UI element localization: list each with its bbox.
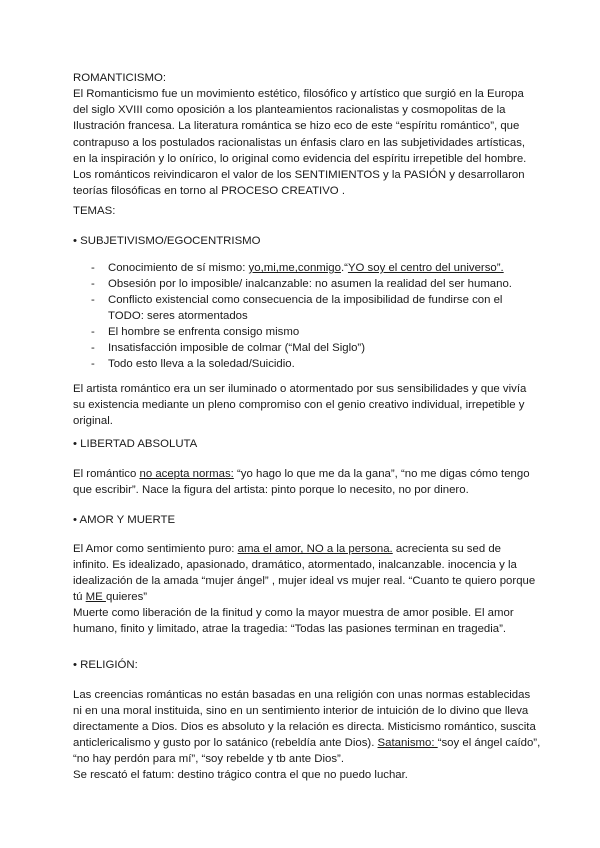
underlined-text: YO soy el centro del universo”. — [347, 262, 504, 274]
dash: - — [91, 278, 95, 290]
temas-heading: TEMAS: — [73, 205, 116, 217]
text: “soy el ángel caído”, — [437, 737, 541, 749]
underlined-text: ama el amor, NO a la persona. — [237, 543, 393, 555]
list-item: Conflicto existencial como consecuencia de la imposibilidad de fundirse con el — [108, 294, 503, 306]
para-line: original. — [73, 415, 113, 427]
para-line — [73, 735, 540, 751]
text: acrecienta su sed de — [392, 543, 502, 555]
underlined-text: ME — [85, 591, 106, 603]
para-line: Las creencias románticas no están basadas en una religión con unas normas establecidas — [73, 689, 531, 701]
dash: - — [91, 358, 95, 370]
para-line: Muerte como liberación de la finitud y como la mayor muestra de amor posible. El amor — [73, 607, 514, 619]
text: anticlericalismo y gusto por lo satánico (rebeldía ante Dios). — [73, 737, 378, 749]
text: El romántico — [73, 468, 140, 480]
para-line — [73, 466, 530, 482]
list-item: Todo esto lleva a la soledad/Suicidio. — [108, 358, 295, 370]
list-item: Obsesión por lo imposible/ inalcanzable: no asumen la realidad del ser humano. — [108, 278, 512, 290]
intro-line: en la inspiración y lo onírico, lo original como evidencia del espíritu irrepetible del hombre. — [73, 153, 527, 165]
para-line: “no hay perdón para mí”, “soy rebelde y tb ante Dios”. — [73, 753, 344, 765]
section-heading-amor: • AMOR Y MUERTE — [73, 514, 176, 526]
para-line: humano, finito y limitado, atrae la tragedia: “Todas las pasiones terminan en tragedia”. — [73, 623, 507, 635]
list-item — [108, 260, 504, 276]
list-item: El hombre se enfrenta consigo mismo — [108, 326, 300, 338]
para-line: idealización de la amada “mujer ángel” , mujer ideal vs mujer real. “Cuanto te quiero porque — [73, 575, 536, 587]
title: ROMANTICISMO: — [73, 72, 167, 84]
intro-line: teorías filosóficas en torno al PROCESO CREATIVO . — [73, 185, 345, 197]
intro-line: contrapuso a los postulados racionalistas un énfasis claro en las subjetividades artísticas, — [73, 137, 526, 149]
text: quieres” — [105, 591, 148, 603]
section-heading-religion: • RELIGIÓN: — [73, 659, 138, 671]
dash: - — [91, 262, 95, 274]
underlined-text: yo,mi,me,conmigo — [248, 262, 341, 274]
underlined-text: Satanismo: — [377, 737, 438, 749]
para-line: que escribir”. Nace la figura del artista: pinto porque lo necesito, no por dinero. — [73, 484, 469, 496]
intro-line: Los románticos reivindicaron el valor de los SENTIMIENTOS y la PASIÓN y desarrollaron — [73, 169, 525, 181]
dash: - — [91, 294, 95, 306]
para-line — [73, 589, 147, 605]
para-line: Se rescató el fatum: destino trágico contra el que no puedo luchar. — [73, 769, 408, 781]
text: .“ — [340, 262, 348, 274]
list-item-cont: TODO: seres atormentados — [108, 310, 248, 322]
para-line: ni en una moral instituida, sino en un sentimiento interior de intuición de lo divino que lleva — [73, 705, 529, 717]
section-heading-libertad: • LIBERTAD ABSOLUTA — [73, 438, 198, 450]
intro-line: Ilustración francesa. La literatura romántica se hizo eco de este “espíritu romántico”, que — [73, 120, 520, 132]
section-heading-subjetivismo: • SUBJETIVISMO/EGOCENTRISMO — [73, 235, 261, 247]
para-line — [73, 541, 501, 557]
para-line: su existencia mediante un pleno compromiso con el genio creativo individual, irrepetible y — [73, 399, 525, 411]
text: El Amor como sentimiento puro: — [73, 543, 238, 555]
list-item: Insatisfacción imposible de colmar (“Mal del Siglo”) — [108, 342, 366, 354]
para-line: directamente a Dios. Dios es absoluto y la relación es directa. Misticismo romántico, suscita — [73, 721, 536, 733]
intro-line: del siglo XVIII como oposición a los planteamientos racionalistas y cosmopolitas de la — [73, 104, 506, 116]
dash: - — [91, 342, 95, 354]
intro-line: El Romanticismo fue un movimiento estético, filosófico y artístico que surgió en la Europa — [73, 88, 524, 100]
para-line: El artista romántico era un ser iluminado o atormentado por sus sensibilidades y que vivía — [73, 383, 527, 395]
text: Conocimiento de sí mismo: — [108, 262, 249, 274]
text: tú — [73, 591, 86, 603]
underlined-text: no acepta normas: — [139, 468, 234, 480]
text: “yo hago lo que me da la gana”, “no me digas cómo tengo — [233, 468, 530, 480]
para-line: infinito. Es idealizado, apasionado, dramático, atormentado, inalcanzable. inocencia y la — [73, 559, 517, 571]
dash: - — [91, 326, 95, 338]
